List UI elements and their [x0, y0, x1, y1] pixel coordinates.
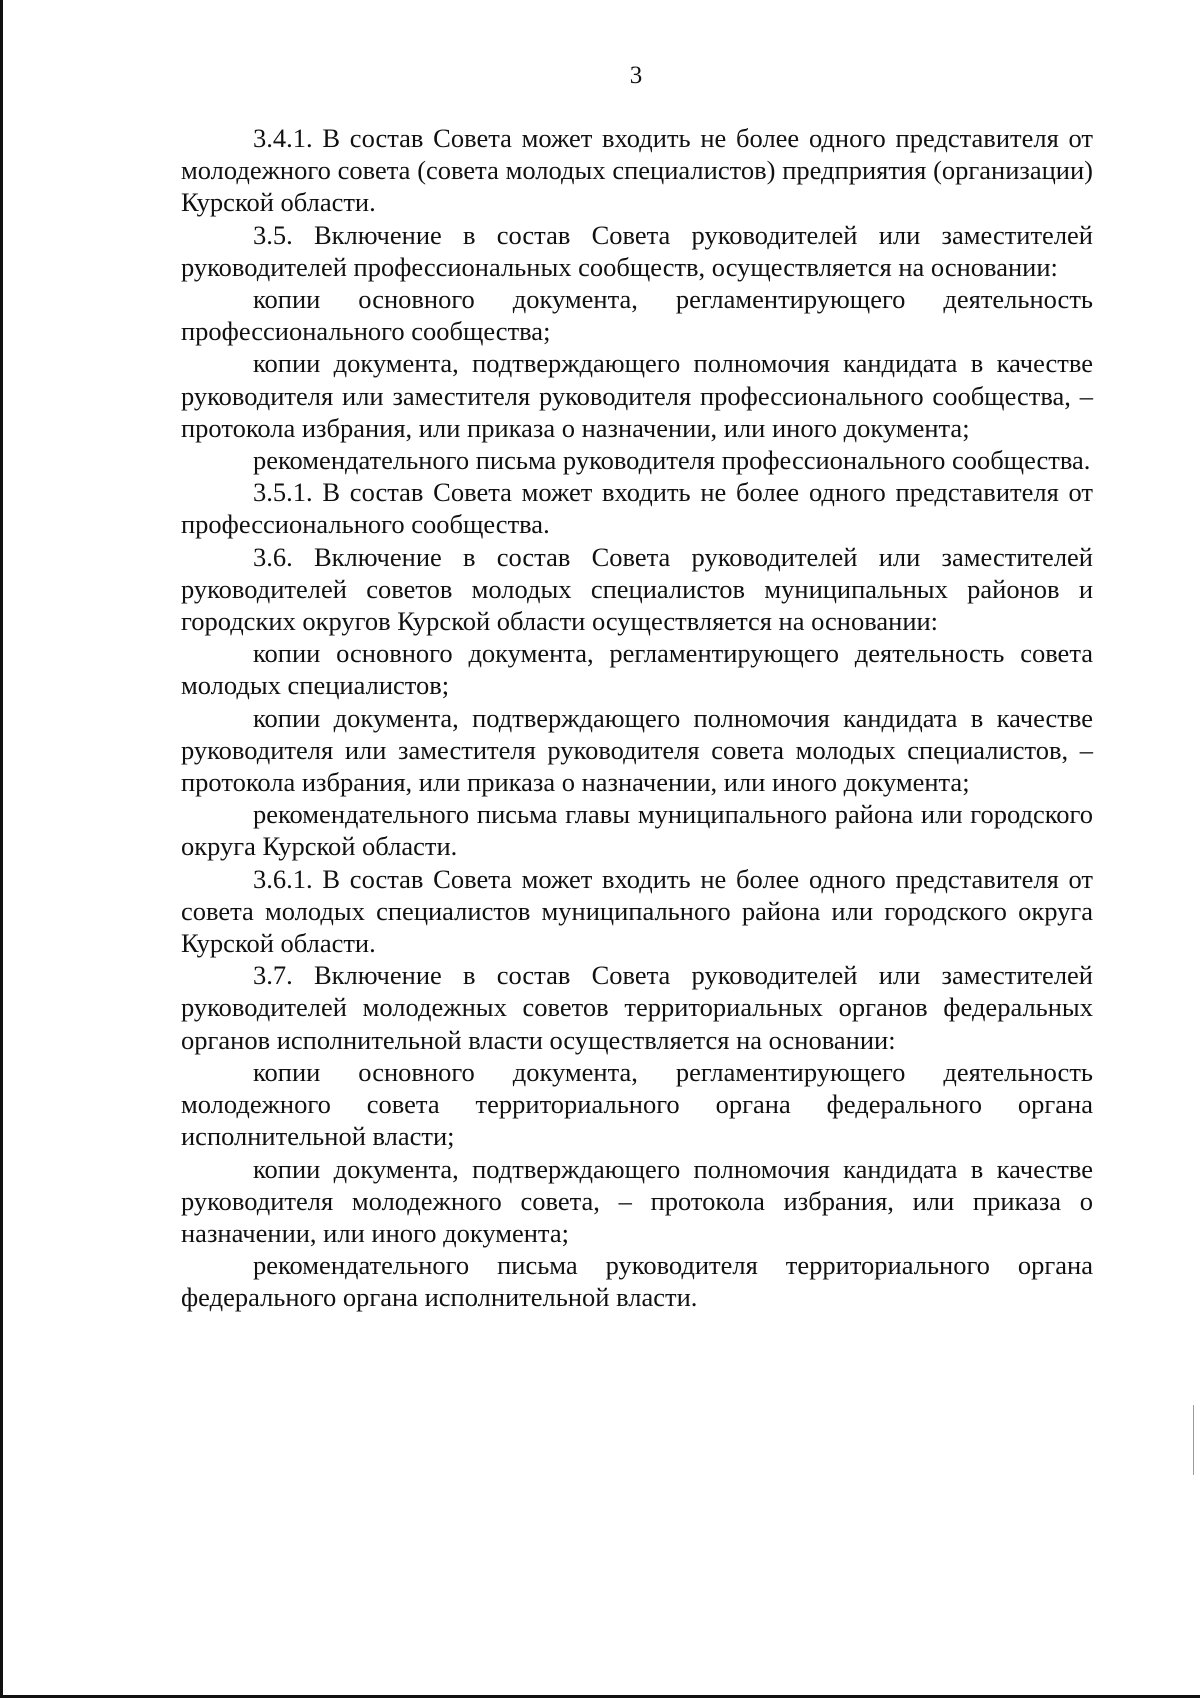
- paragraph-3-6-1: 3.6.1. В состав Совета может входить не более одного представителя от совета молодых специалистов муниципального района или городского округа Курской области.: [181, 863, 1093, 959]
- list-item-recommendation-letter: рекомендательного письма главы муниципального района или городского округа Курской области.: [181, 799, 1093, 862]
- list-item-authority-document: копии документа, подтверждающего полномочия кандидата в качестве руководителя молодежного совета, – протокола избрания, или приказа о назначении, или иного документа;: [181, 1153, 1093, 1248]
- scan-edge-left: [0, 0, 3, 1698]
- list-item-basic-document: копии основного документа, регламентирующего деятельность молодежного совета территориального органа федерального органа исполнительной власти;: [181, 1056, 1093, 1152]
- paragraph-3-5: 3.5. Включение в состав Совета руководителей или заместителей руководителей профессиональных сообществ, осуществляется на основании:: [181, 219, 1093, 282]
- list-item-authority-document: копии документа, подтверждающего полномочия кандидата в качестве руководителя или заместителя руководителя совета молодых специалистов, – протокола избрания, или приказа о назначении, или иного документа;: [181, 702, 1093, 798]
- paragraph-3-5-1: 3.5.1. В состав Совета может входить не более одного представителя от профессионального сообщества.: [181, 477, 1093, 540]
- list-item-authority-document: копии документа, подтверждающего полномочия кандидата в качестве руководителя или заместителя руководителя профессионального сообщества, – протокола избрания, или приказа о назначении, или иного документа;: [181, 348, 1093, 443]
- scan-artifact-right: [1193, 1405, 1194, 1475]
- list-item-recommendation-letter: рекомендательного письма руководителя территориального органа федерального органа исполнительной власти.: [181, 1250, 1093, 1313]
- page-number: 3: [629, 62, 643, 89]
- document-body: [181, 122, 1093, 1314]
- list-item-basic-document: копии основного документа, регламентирующего деятельность профессионального сообщества;: [181, 284, 1093, 347]
- paragraph-3-7: 3.7. Включение в состав Совета руководителей или заместителей руководителей молодежных советов территориальных органов федеральных органов исполнительной власти осуществляется на основании:: [181, 960, 1093, 1055]
- list-item-recommendation-letter: рекомендательного письма руководителя профессионального сообщества.: [253, 445, 1091, 476]
- paragraph-3-4-1: 3.4.1. В состав Совета может входить не более одного представителя от молодежного совета (совета молодых специалистов) предприятия (организации) Курской области.: [181, 123, 1093, 218]
- list-item-basic-document: копии основного документа, регламентирующего деятельность совета молодых специалистов;: [181, 638, 1093, 701]
- paragraph-3-6: 3.6. Включение в состав Совета руководителей или заместителей руководителей советов молодых специалистов муниципальных районов и городских округов Курской области осуществляется на основании:: [181, 541, 1093, 637]
